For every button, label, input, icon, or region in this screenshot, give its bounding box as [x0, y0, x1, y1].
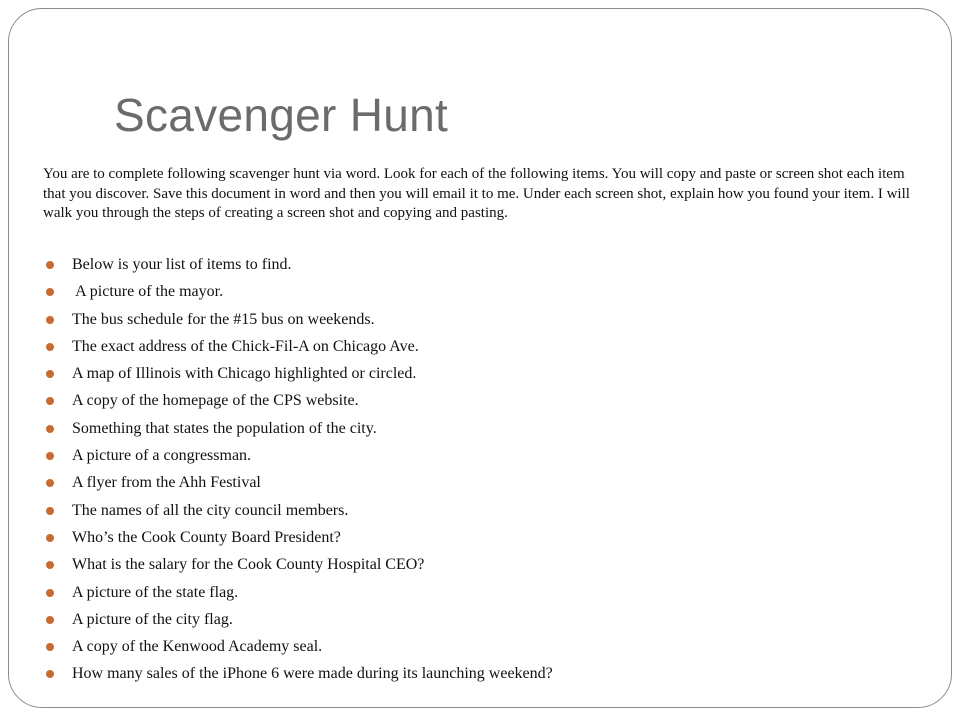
- list-item: [43, 581, 923, 608]
- bullet-icon: [46, 370, 54, 378]
- list-item: [43, 662, 923, 689]
- list-item-text: The bus schedule for the #15 bus on weekends.: [72, 310, 375, 328]
- item-list: [43, 253, 923, 690]
- list-item-text: A map of Illinois with Chicago highlighted or circled.: [72, 365, 417, 383]
- bullet-icon: [46, 561, 54, 569]
- list-item: [43, 635, 923, 662]
- list-item-text: A copy of the Kenwood Academy seal.: [72, 638, 323, 656]
- list-item: [43, 335, 923, 362]
- bullet-icon: [46, 534, 54, 542]
- list-item: [43, 471, 923, 498]
- intro-paragraph: You are to complete following scavenger hunt via word. Look for each of the following items. You will copy and paste or screen shot each item that you discover. Save this document in word and then you will email it to me. Under each screen shot, explain how you found your item. I will walk you through the steps of creating a screen shot and copying and pasting.: [43, 166, 910, 221]
- bullet-icon: [46, 479, 54, 487]
- bullet-icon: [46, 643, 54, 651]
- list-item: [43, 499, 923, 526]
- list-item-text: A picture of the state flag.: [72, 583, 239, 601]
- list-item-text: A picture of the city flag.: [72, 610, 233, 628]
- bullet-icon: [46, 261, 54, 269]
- list-item: [43, 526, 923, 553]
- bullet-icon: [46, 589, 54, 597]
- list-item-text: The names of all the city council members.: [72, 501, 349, 519]
- slide-title: Scavenger Hunt: [114, 89, 449, 141]
- slide: [8, 8, 952, 708]
- list-item-text: Who’s the Cook County Board President?: [72, 528, 341, 546]
- list-item: [43, 280, 923, 307]
- bullet-icon: [46, 343, 54, 351]
- list-item-text: A copy of the homepage of the CPS website.: [72, 392, 359, 410]
- list-item: [43, 417, 923, 444]
- list-item: [43, 389, 923, 416]
- list-item: [43, 608, 923, 635]
- list-item-text: A flyer from the Ahh Festival: [72, 474, 261, 492]
- bullet-icon: [46, 397, 54, 405]
- list-item: [43, 253, 923, 280]
- bullet-icon: [46, 452, 54, 460]
- list-item-text: A picture of a congressman.: [72, 447, 252, 465]
- list-item-text: Something that states the population of the city.: [72, 419, 377, 437]
- list-item-text: Below is your list of items to find.: [72, 256, 292, 273]
- list-item: [43, 553, 923, 580]
- list-item-text: How many sales of the iPhone 6 were made during its launching weekend?: [72, 665, 553, 683]
- list-item: [43, 362, 923, 389]
- bullet-icon: [46, 316, 54, 324]
- bullet-icon: [46, 507, 54, 515]
- bullet-icon: [46, 670, 54, 678]
- list-item-text: The exact address of the Chick-Fil-A on Chicago Ave.: [72, 337, 419, 355]
- bullet-icon: [46, 425, 54, 433]
- bullet-icon: [46, 616, 54, 624]
- list-item-text: A picture of the mayor.: [72, 283, 224, 301]
- list-item: [43, 444, 923, 471]
- list-item-text: What is the salary for the Cook County Hospital CEO?: [72, 556, 425, 574]
- list-item: [43, 308, 923, 335]
- bullet-icon: [46, 288, 54, 296]
